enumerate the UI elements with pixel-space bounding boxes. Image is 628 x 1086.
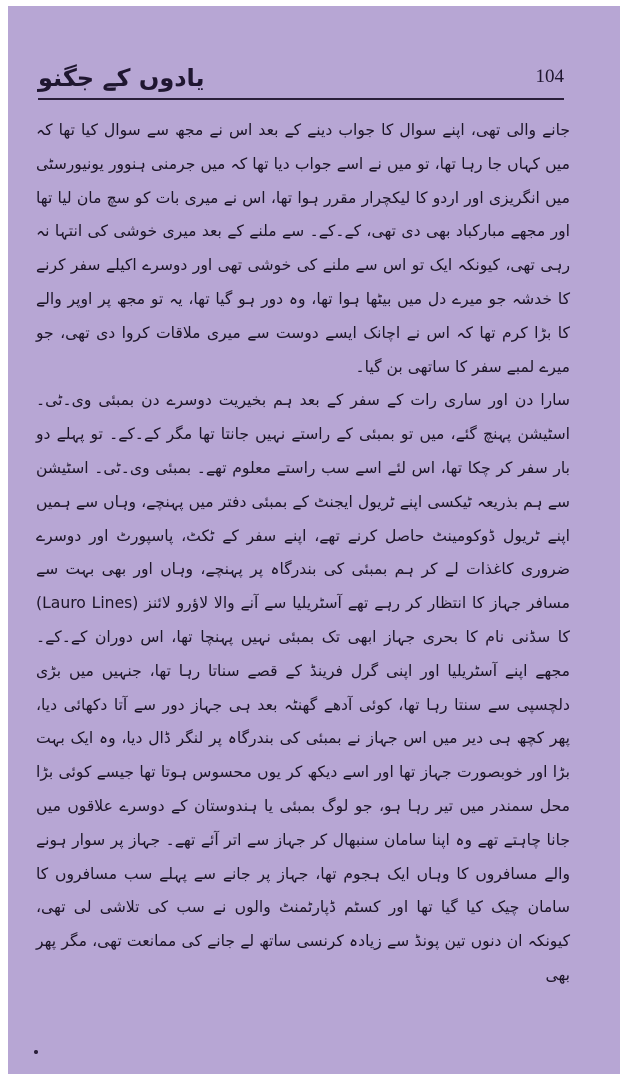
- book-page: [8, 6, 620, 1074]
- page-header: [38, 64, 564, 100]
- paragraph: سارا دن اور ساری رات کے سفر کے بعد ہم بخیریت دوسرے دن بمبئی وی۔ٹی۔ اسٹیشن پہنچ گئے، میں تو بمبئی کے راستے نہیں جانتا تھا مگر کے۔کے۔ تو پہلے دو بار سفر کر چکا تھا، اس لئے اسے سب راستے معلوم تھے۔ بمبئی وی۔ٹی۔ اسٹیشن سے ہم بذریعہ ٹیکسی اپنے ٹریول ایجنٹ کے بمبئی دفتر میں پہنچے، وہاں سے ہمیں اپنے ٹریول ڈوکومینٹ حاصل کرنے تھے، اپنے سفر کے ٹکٹ، پاسپورٹ اور دوسرے ضروری کاغذات لے کر ہم بمبئی کی بندرگاہ پر پہنچے، وہاں اور بھی بہت سے مسافر جہاز کا انتظار کر رہے تھے آسٹریلیا سے آنے والا لاؤرو لائنز (Lauro Lines) کا سڈنی نام کا بحری جہاز ابھی تک بمبئی نہیں پہنچا تھا، اس دوران کے۔کے۔ مجھے اپنے آسٹریلیا اور اپنی گرل فرینڈ کے قصے سناتا رہا تھا، جنہیں میں بڑی دلچسپی سے سنتا رہا تھا، کوئی آدھے گھنٹہ بعد ہی جہاز دور سے آتا دکھائی دیا، پھر کچھ ہی دیر میں اس جہاز نے بمبئی کی بندرگاہ پر لنگر ڈال دیا، وہ ایک بہت بڑا اور خوبصورت جہاز تھا اور اسے دیکھ کر یوں محسوس ہوتا تھا جیسے کوئی بڑا محل سمندر میں تیر رہا ہو، جو لوگ بمبئی یا ہندوستان کے دوسرے علاقوں میں جانا چاہتے تھے وہ اپنا سامان سنبھال کر جہاز سے اتر آئے تھے۔ جہاز پر سوار ہونے والے مسافروں کا وہاں ایک ہجوم تھا، جہاز پر جانے سے پہلے سب مسافروں کا سامان چیک کیا گیا تھا اور کسٹم ڈپارٹمنٹ والوں نے سب کی تلاشی لی تھی، کیونکہ ان دنوں تین پونڈ سے زیادہ کرنسی ساتھ لے جانے کی ممانعت تھی، مگر پھر بھی: [36, 391, 570, 984]
- page-mark: [34, 1050, 38, 1054]
- page-number: 104: [535, 66, 564, 87]
- running-title: یادوں کے جگنو: [38, 64, 205, 92]
- paragraph: جانے والی تھی، اپنے سوال کا جواب دینے کے بعد اس نے مجھ سے سوال کیا تھا کہ میں کہاں جا رہا تھا، تو میں نے اسے جواب دیا تھا کہ میں جرمنی ہنوور یونیورسٹی میں انگریزی اور اردو کا لیکچرار مقرر ہوا تھا، اس نے میری بات کو سچ مان لیا تھا اور مجھے مبارکباد بھی دی تھی، کے۔کے۔ سے ملنے کے بعد میری خوشی کی انتہا نہ رہی تھی، کیونکہ ایک تو اس سے ملنے کی خوشی تھی اور دوسرے اکیلے سفر کرنے کا خدشہ جو میرے دل میں بیٹھا ہوا تھا، وہ دور ہو گیا تھا، یہ تو مجھ پر اوپر والے کا بڑا کرم تھا کہ اس نے اچانک ایسے دوست سے میری ملاقات کروا دی تھی، جو میرے لمبے سفر کا ساتھی بن گیا۔: [36, 121, 570, 376]
- body-text: [36, 114, 570, 993]
